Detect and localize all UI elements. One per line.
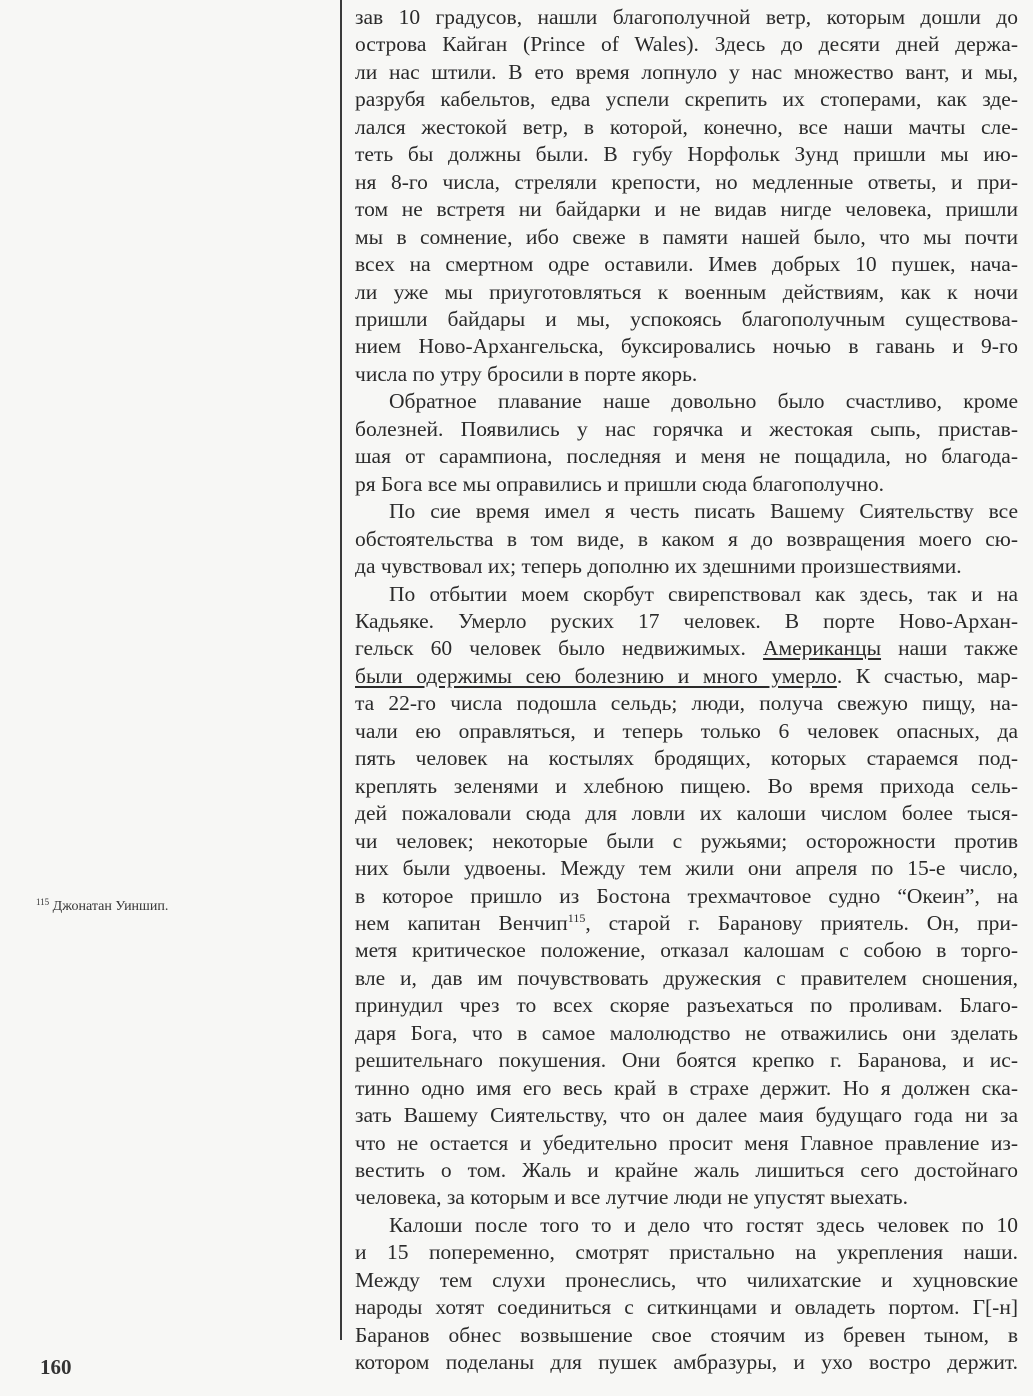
text-line: нием Ново-Архангельска, буксировались ночью в гавань и 9-го bbox=[355, 334, 1018, 359]
text-segment: наши также bbox=[881, 636, 1018, 661]
text-segment: нем капитан Венчип bbox=[355, 910, 568, 935]
text-line: да чувствовал их; теперь дополню их здешними произшествиями. bbox=[355, 554, 962, 579]
text-line: обстоятельства в том виде, в каком я до возвращения моего сю- bbox=[355, 526, 1018, 551]
text-line: пришли байдары и мы, успокоясь благополучным существова- bbox=[355, 306, 1018, 331]
text-segment: . К счастью, мар- bbox=[836, 663, 1018, 688]
text-line bbox=[355, 635, 1018, 662]
main-text bbox=[355, 4, 1018, 1377]
text-line: что не остается и убедительно просит меня Главное правление из- bbox=[355, 1130, 1018, 1155]
page-number: 160 bbox=[40, 1355, 72, 1379]
underlined-text: Американцы bbox=[762, 636, 882, 661]
text-line: По отбытии моем скорбут свирепствовал как здесь, так и на bbox=[389, 581, 1018, 606]
text-segment: , старой г. Баранову приятель. Он, при- bbox=[585, 910, 1019, 935]
text-line: ли уже мы приуготовляться к военным действиям, как к ночи bbox=[355, 279, 1018, 304]
text-line: теть бы должны были. В губу Норфольк Зунд пришли мы ию- bbox=[355, 142, 1018, 167]
paragraph-5 bbox=[355, 1212, 1018, 1377]
margin-rule bbox=[340, 0, 342, 1340]
text-line: острова Кайган (Prince of Wales). Здесь до десяти дней держа- bbox=[355, 32, 1018, 57]
text-line: дей пожаловали сюда для ловли их калоши числом более тыся- bbox=[355, 801, 1018, 826]
text-line: Баранов обнес возвышение свое стоячим из бревен тыном, в bbox=[355, 1322, 1018, 1347]
paragraph-4 bbox=[355, 581, 1018, 1212]
text-line: шая от сарампиона, последняя и меня не пощадила, но благода- bbox=[355, 444, 1018, 469]
text-line: По сие время имел я честь писать Вашему Сиятельству все bbox=[389, 499, 1018, 524]
text-line: человека, за которым и все лутчие люди не упустят выехать. bbox=[355, 1185, 908, 1210]
line-group bbox=[355, 690, 1018, 910]
text-line: народы хотят соединиться с ситкинцами и овладеть портом. Г[-н] bbox=[355, 1295, 1018, 1320]
text-line: чи человек; некоторые были с ружьями; осторожности против bbox=[355, 828, 1018, 853]
paragraph-2 bbox=[355, 388, 1018, 498]
line-group bbox=[355, 937, 1018, 1212]
text-line: пять человек на костылях бродящих, которых стараемся под- bbox=[355, 746, 1018, 771]
footnote-text: Джонатан Уиншип. bbox=[49, 899, 169, 914]
text-line: Кадьяке. Умерло руских 17 человек. В порте Ново-Архан- bbox=[355, 608, 1018, 633]
text-line: них были удвоены. Между тем жили они апреля по 15-е число, bbox=[355, 856, 1018, 881]
paragraph-1 bbox=[355, 4, 1018, 388]
text-line: ли нас штили. В ето время лопнуло у нас множество вант, и мы, bbox=[355, 59, 1018, 84]
text-line: тинно одно имя его весь край в страхе держит. Но я должен ска- bbox=[355, 1075, 1018, 1100]
text-line: котором поделаны для пушек амбразуры, и ухо востро держит. bbox=[355, 1350, 1018, 1375]
text-line: принудил чрез то всех скоряе разъехаться по проливам. Благо- bbox=[355, 993, 1018, 1018]
footnote bbox=[36, 899, 168, 915]
text-line: Обратное плавание наше довольно было счастливо, кроме bbox=[389, 389, 1018, 414]
text-line: метя критическое положение, отказал калошам с собою в торго- bbox=[355, 938, 1018, 963]
text-line: мы в сомнение, ибо свеже в памяти нашей было, что мы почти bbox=[355, 224, 1018, 249]
text-line: вле и, дав им почувствовать дружеския с правителем сношения, bbox=[355, 965, 1018, 990]
text-line: чали ею оправляться, и теперь только 6 человек опасных, да bbox=[355, 718, 1018, 743]
text-line bbox=[355, 663, 1018, 690]
text-line: та 22-го числа подошла сельдь; люди, получа свежую пищу, на- bbox=[355, 691, 1018, 716]
text-line: зать Вашему Сиятельству, что он далее маия будущаго года ни за bbox=[355, 1103, 1018, 1128]
text-line: числа по утру бросили в порте якорь. bbox=[355, 361, 698, 386]
text-line: решительнаго покушения. Они боятся крепко г. Баранова, и ис- bbox=[355, 1048, 1018, 1073]
text-line: ня 8-го числа, стреляли крепости, но медленные ответы, и при- bbox=[355, 169, 1018, 194]
underlined-text: были одержимы сею болезнию и много умерло bbox=[355, 663, 837, 688]
text-line: Между тем слухи пронеслись, что чилихатские и хуцновские bbox=[355, 1267, 1018, 1292]
text-line: ря Бога все мы оправились и пришли сюда благополучно. bbox=[355, 471, 884, 496]
text-segment: гельск 60 человек было недвижимых. bbox=[355, 636, 763, 661]
text-line: в которое пришло из Бостона трехмачтовое судно “Океин”, на bbox=[355, 883, 1018, 908]
text-line: Калоши после того то и дело что гостят здесь человек по 10 bbox=[389, 1212, 1018, 1237]
text-line bbox=[355, 910, 1018, 937]
text-line: креплять зеленями и хлебною пищею. Во время прихода сель- bbox=[355, 773, 1018, 798]
text-line: разрубя кабельтов, едва успели скрепить их стоперами, как зде- bbox=[355, 87, 1018, 112]
text-line: зав 10 градусов, нашли благополучной ветр, которым дошли до bbox=[355, 5, 1018, 29]
text-line: том не встретя ни байдарки и не видав нигде человека, пришли bbox=[355, 197, 1018, 222]
footnote-ref: 115 bbox=[567, 910, 586, 925]
text-line: даря Бога, что в самое малолюдство не отважились они зделать bbox=[355, 1020, 1018, 1045]
text-line: лался жестокой ветр, в которой, конечно, все наши мачты сле- bbox=[355, 114, 1018, 139]
footnote-mark: 115 bbox=[36, 897, 50, 907]
text-line: болезней. Появились у нас горячка и жестокая сыпь, пристав- bbox=[355, 416, 1018, 441]
text-line: и 15 попеременно, смотрят пристально на укрепления наши. bbox=[355, 1240, 1018, 1265]
paragraph-3 bbox=[355, 498, 1018, 580]
text-line: вестить о том. Жаль и крайне жаль лишиться сего достойнаго bbox=[355, 1158, 1018, 1183]
text-line: всех на смертном одре оставили. Имев добрых 10 пушек, нача- bbox=[355, 252, 1018, 277]
